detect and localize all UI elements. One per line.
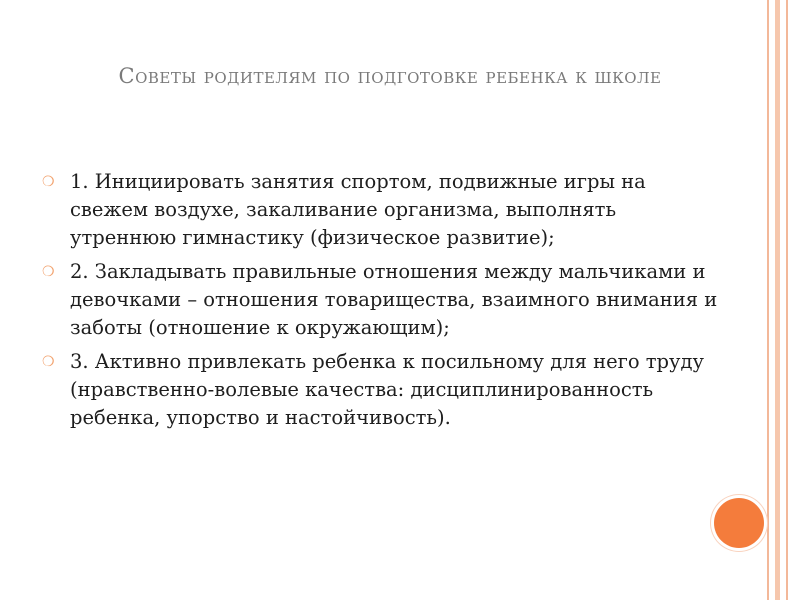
list-item-text: 1. Инициировать занятия спортом, подвижные игры на свежем воздухе, закаливание организма, выполнять утреннюю гимнастику (физическое развитие);: [70, 170, 646, 249]
tips-list: [40, 168, 720, 438]
decorative-border-band: [775, 0, 780, 600]
decorative-border-line: [786, 0, 788, 600]
list-item: [40, 258, 720, 342]
decorative-border-line: [767, 0, 769, 600]
list-item-text: 3. Активно привлекать ребенка к посильному для него труду (нравственно-волевые качества: дисциплинированность ребенка, упорство и настойчивость).: [70, 350, 704, 429]
bullet-icon: ❍: [42, 354, 55, 370]
bullet-icon: ❍: [42, 264, 55, 280]
list-item: [40, 348, 720, 432]
list-item-text: 2. Закладывать правильные отношения между мальчиками и девочками – отношения товарищества, взаимного внимания и заботы (отношение к окружающим);: [70, 260, 718, 339]
slide-title: Советы родителям по подготовке ребенка к школе: [118, 64, 662, 88]
bullet-icon: ❍: [42, 174, 55, 190]
list-item: [40, 168, 720, 252]
decorative-circle: [714, 498, 764, 548]
